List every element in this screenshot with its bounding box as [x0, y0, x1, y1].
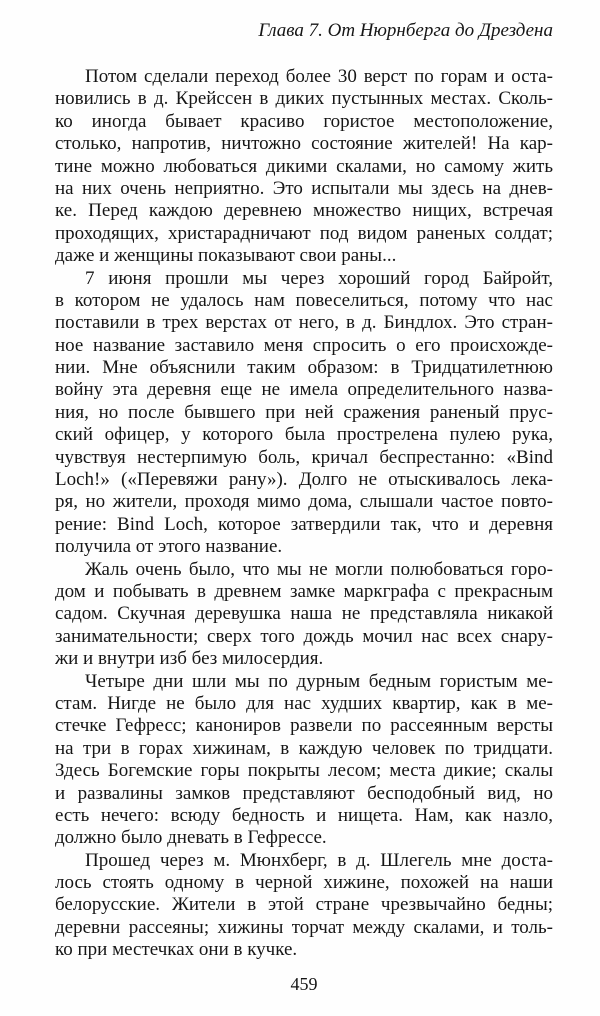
text-line: ное название заставило меня спросить о его происхожде-	[55, 334, 553, 356]
text-line: ке. Перед каждою деревнею множество нищих, встречая	[55, 200, 553, 222]
text-line: белорусские. Жители в этой стране чрезвычайно бедны;	[55, 894, 553, 916]
text-line: жи и внутри изб без милосердия.	[55, 648, 324, 670]
page-body	[55, 66, 553, 962]
text-line: деревни рассеяны; хижины торчат между скалами, и толь-	[55, 916, 553, 938]
text-line: нии. Мне объяснили таким образом: в Тридцатилетнюю	[55, 357, 553, 379]
text-line: ко иногда бывает красиво гористое местоположение,	[55, 110, 553, 132]
text-line: поставили в трех верстах от него, в д. Биндлох. Это стран-	[55, 312, 553, 334]
text-line: есть нечего: всюду бедность и нищета. Нам, как назло,	[55, 804, 553, 826]
text-line: Четыре дни шли мы по дурным бедным гористым ме-	[85, 670, 553, 692]
paragraph	[55, 671, 553, 850]
text-line: стечке Гефресс; канониров развели по рассеянным версты	[55, 715, 553, 737]
text-line: на три в горах хижинам, в каждую человек по тридцати.	[55, 737, 553, 759]
text-line: и развалины замков представляют бесподобный вид, но	[55, 782, 553, 804]
text-line: должно было дневать в Гефрессе.	[55, 827, 327, 849]
text-line: дом и побывать в древнем замке маркграфа с прекрасным	[55, 580, 553, 602]
text-line: лось стоять одному в черной хижине, похожей на наши	[55, 872, 553, 894]
text-line: рение: Bind Loch, которое затвердили так, что и деревня	[55, 513, 553, 535]
text-line: ния, но после бывшего при ней сражения раненый прус-	[55, 401, 553, 423]
paragraph	[55, 559, 553, 671]
text-line: чувствуя нестерпимую боль, кричал беспрестанно: «Bind	[55, 446, 553, 468]
text-line: даже и женщины показывают свои раны...	[55, 245, 397, 267]
text-line: Потом сделали переход более 30 верст по горам и оста-	[85, 66, 553, 87]
text-line: войну эта деревня еще не имела определительного назва-	[55, 379, 553, 401]
paragraph	[55, 850, 553, 962]
text-line: в котором не удалось нам повеселиться, потому что нас	[55, 289, 553, 311]
paragraph	[55, 268, 553, 559]
text-line: Жаль очень было, что мы не могли полюбоваться горо-	[85, 558, 553, 580]
text-line: тине можно любоваться дикими скалами, но самому жить	[55, 155, 553, 177]
text-line: Здесь Богемские горы покрыты лесом; места дикие; скалы	[55, 760, 553, 782]
text-line: на них очень неприятно. Это испытали мы здесь на днев-	[55, 177, 553, 199]
text-line: ко при местечках они в кучке.	[55, 939, 298, 961]
text-line: новились в д. Крейссен в диких пустынных местах. Сколь-	[55, 88, 553, 110]
text-line: ский офицер, у которого была прострелена пулею рука,	[55, 424, 553, 446]
paragraph	[55, 66, 553, 268]
text-line: занимательности; сверх того дождь мочил нас всех снару-	[55, 625, 553, 647]
text-line: Прошед через м. Мюнхберг, в д. Шлегель мне доста-	[85, 849, 553, 871]
text-line: ря, но жители, проходя мимо дома, слышали частое повто-	[55, 491, 553, 513]
text-line: 7 июня прошли мы через хороший город Байройт,	[85, 267, 553, 289]
text-line: столько, напротив, ничтожно состояние жителей! На кар-	[55, 133, 553, 155]
running-header: Глава 7. От Нюрнберга до Дрездена	[258, 20, 553, 41]
text-line: садом. Скучная деревушка наша не представляла никакой	[55, 603, 553, 625]
page-number: 459	[290, 973, 318, 994]
text-line: стам. Нигде не было для нас худших квартир, как в ме-	[55, 692, 553, 714]
text-line: получила от этого название.	[55, 536, 283, 558]
text-line: Loch!» («Перевяжи рану»). Долго не отыскивалось лека-	[55, 469, 553, 491]
text-line: проходящих, христарадничают под видом раненых солдат;	[55, 222, 553, 244]
